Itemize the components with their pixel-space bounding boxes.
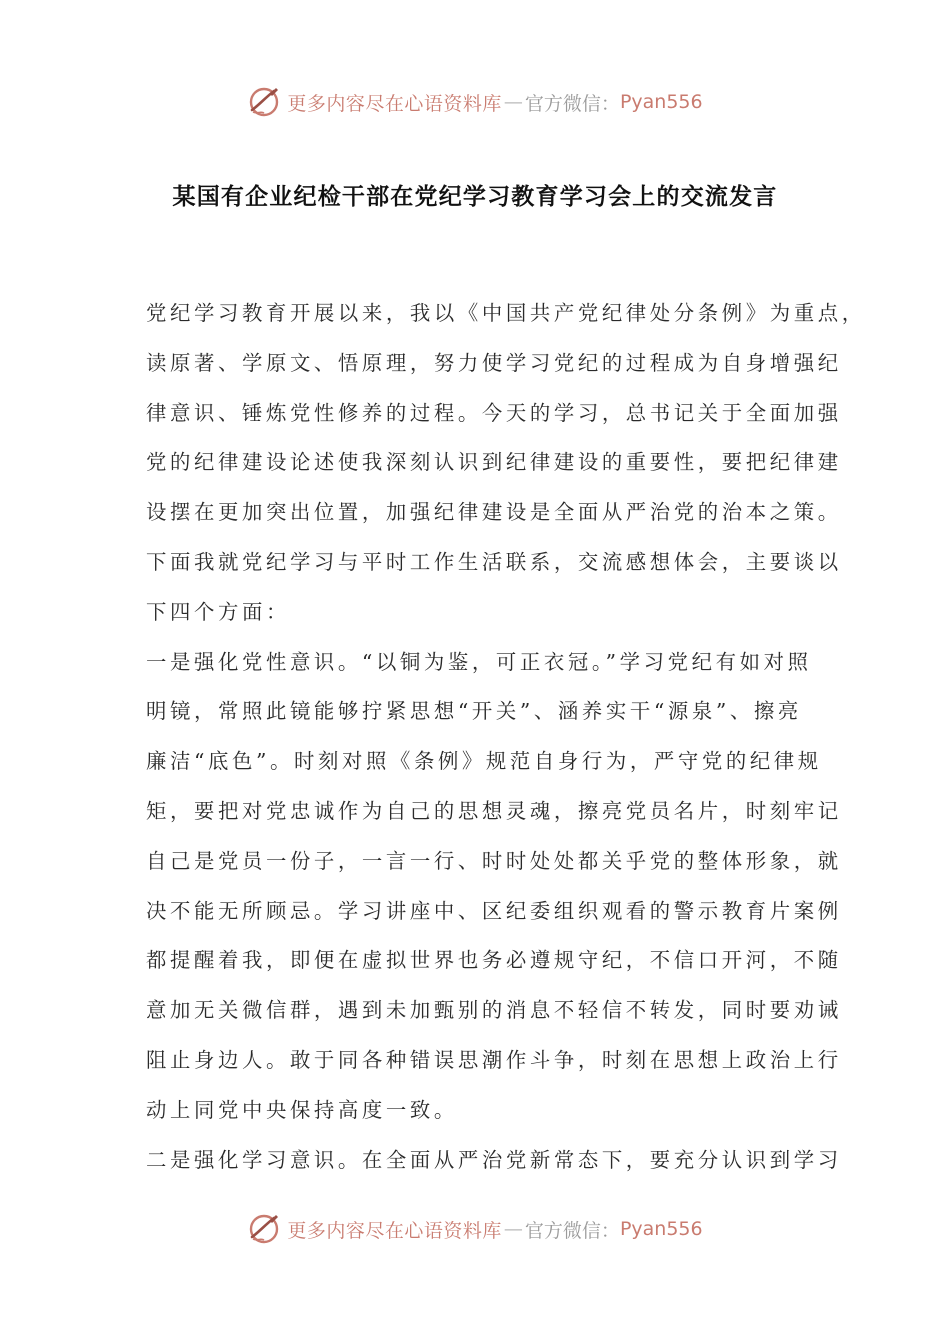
body-line: 阻止身边人。敢于同各种错误思潮作斗争，时刻在思想上政治上行 [146, 1047, 842, 1072]
body-line: 意加无关微信群，遇到未加甄别的消息不轻信不转发，同时要劝诫 [146, 998, 842, 1023]
footer-watermark-banner [0, 1209, 950, 1249]
body-line: 自己是党员一份子，一言一行、时时处处都关乎党的整体形象，就 [146, 848, 842, 873]
watermark-dash: — [503, 91, 523, 113]
watermark-wechat-id: Pyan556 [619, 91, 703, 113]
body-line: 动上同党中央保持高度一致。 [146, 1097, 458, 1122]
document-title: 某国有企业纪检干部在党纪学习教育学习会上的交流发言 [172, 184, 778, 210]
header-watermark-banner [0, 82, 950, 122]
pen-signature-logo-icon [247, 1212, 281, 1246]
body-line: 都提醒着我，即便在虚拟世界也务必遵规守纪，不信口开河，不随 [146, 948, 842, 973]
document-body [146, 294, 866, 1190]
watermark-wechat-label: 官方微信： [524, 92, 620, 115]
pen-signature-logo-icon [247, 85, 281, 119]
body-line: 下四个方面： [146, 599, 290, 624]
body-line: 党纪学习教育开展以来，我以《中国共产党纪律处分条例》为重点， [146, 301, 866, 325]
body-line: 党的纪律建设论述使我深刻认识到纪律建设的重要性，要把纪律建 [146, 450, 842, 475]
body-line: 廉洁“底色”。时刻对照《条例》规范自身行为，严守党的纪律规 [146, 749, 822, 774]
body-line: 一是强化党性意识。“以铜为鉴，可正衣冠。”学习党纪有如对照 [146, 649, 812, 674]
body-line: 二是强化学习意识。在全面从严治党新常态下，要充分认识到学习 [146, 1147, 842, 1172]
watermark-dash: — [503, 1218, 523, 1240]
body-line: 决不能无所顾忌。学习讲座中、区纪委组织观看的警示教育片案例 [146, 898, 842, 923]
body-line: 矩，要把对党忠诚作为自己的思想灵魂，擦亮党员名片，时刻牢记 [146, 798, 842, 823]
body-line: 下面我就党纪学习与平时工作生活联系，交流感想体会，主要谈以 [146, 549, 842, 574]
watermark-slogan: 更多内容尽在心语资料库 [287, 92, 502, 115]
watermark-slogan: 更多内容尽在心语资料库 [287, 1219, 502, 1242]
watermark-wechat-id: Pyan556 [619, 1218, 703, 1240]
body-line: 设摆在更加突出位置，加强纪律建设是全面从严治党的治本之策。 [146, 500, 842, 525]
body-line: 读原著、学原文、悟原理，努力使学习党纪的过程成为自身增强纪 [146, 350, 842, 375]
body-line: 明镜，常照此镜能够拧紧思想“开关”、涵养实干“源泉”、擦亮 [146, 699, 802, 724]
watermark-wechat-label: 官方微信： [524, 1219, 620, 1242]
body-line: 律意识、锤炼党性修养的过程。今天的学习，总书记关于全面加强 [146, 400, 842, 425]
